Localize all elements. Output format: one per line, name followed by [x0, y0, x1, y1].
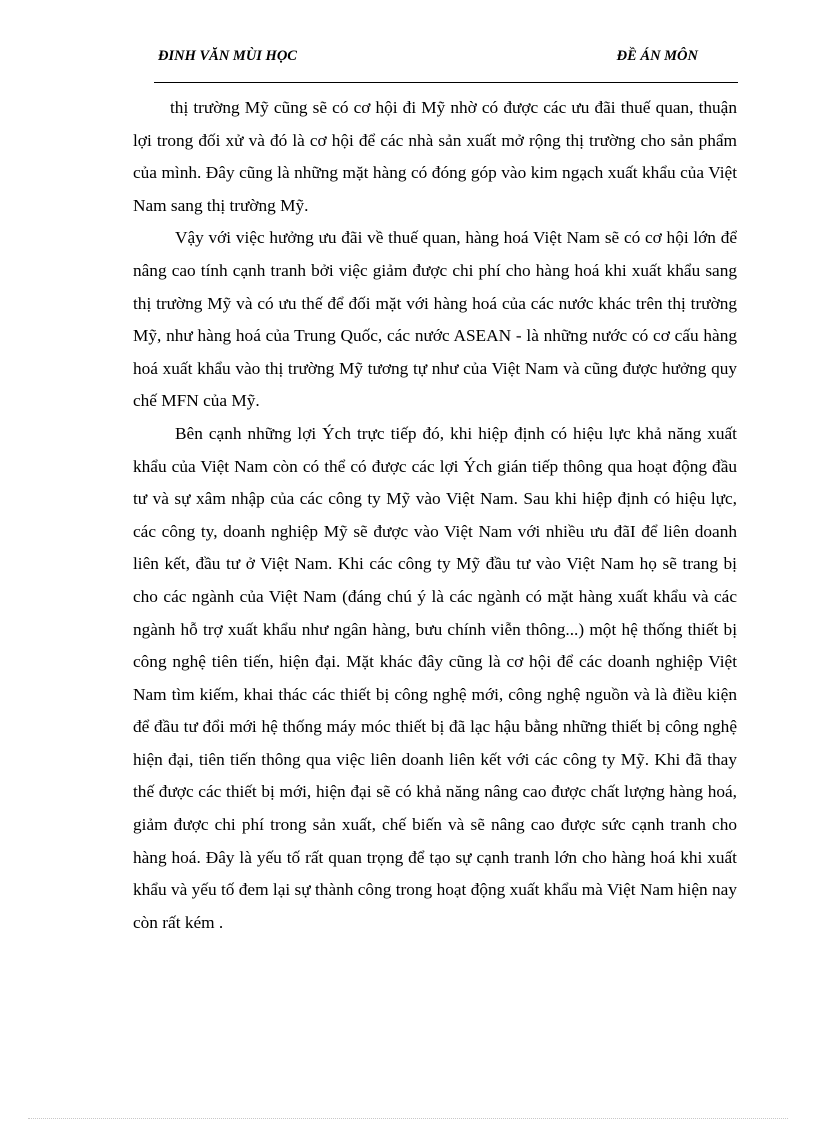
- paragraph-indirect-benefits: Bên cạnh những lợi Ých trực tiếp đó, khi hiệp định có hiệu lực khả năng xuất khẩu của Việt Nam còn có thể có được các lợi Ých gián tiếp thông qua hoạt động đầu tư và sự xâm nhập của các công ty Mỹ vào Việt Nam. Sau khi hiệp định có hiệu lực, các công ty, doanh nghiệp Mỹ sẽ được vào Việt Nam với nhiều ưu đãI để liên doanh liên kết, đầu tư ở Việt Nam. Khi các công ty Mỹ đầu tư vào Việt Nam họ sẽ trang bị cho các ngành của Việt Nam (đáng chú ý là các ngành có mặt hàng xuất khẩu và các ngành hỗ trợ xuất khẩu như ngân hàng, bưu chính viễn thông...) một hệ thống thiết bị công nghệ tiên tiến, hiện đại. Mặt khác đây cũng là cơ hội để các doanh nghiệp Việt Nam tìm kiếm, khai thác các thiết bị công nghệ mới, công nghệ nguồn và là điều kiện để đầu tư đổi mới hệ thống máy móc thiết bị đã lạc hậu bằng những thiết bị công nghệ hiện đại, tiên tiến thông qua việc liên doanh liên kết với các công ty Mỹ. Khi đã thay thế được các thiết bị mới, hiện đại sẽ có khả năng nâng cao được chất lượng hàng hoá, giảm được chi phí trong sản xuất, chế biến và sẽ nâng cao được sức cạnh tranh cho hàng hoá. Đây là yếu tố rất quan trọng để tạo sự cạnh tranh lớn cho hàng hoá khi xuất khẩu và yếu tố đem lại sự thành công trong hoạt động xuất khẩu mà Việt Nam hiện nay còn rất kém .: [133, 423, 737, 932]
- header-author: ĐINH VĂN MÙI HỌC: [158, 48, 297, 64]
- header-title: ĐỀ ÁN MÔN: [616, 48, 698, 64]
- paragraph-tariff-advantage: Vậy với việc hưởng ưu đãi về thuế quan, hàng hoá Việt Nam sẽ có cơ hội lớn để nâng cao tính cạnh tranh bởi việc giảm được chi phí cho hàng hoá khi xuất khẩu sang thị trường Mỹ và có ưu thế để đối mặt với hàng hoá của các nước khác trên thị trường Mỹ, như hàng hoá của Trung Quốc, các nước ASEAN - là những nước có cơ cấu hàng hoá xuất khẩu vào thị trường Mỹ tương tự như của Việt Nam và cũng được hưởng quy chế MFN của Mỹ.: [133, 228, 737, 411]
- paragraph-continuation: thị trường Mỹ cũng sẽ có cơ hội đi Mỹ nhờ có được các ưu đãi thuế quan, thuận lợi trong đối xử và đó là cơ hội để các nhà sản xuất mở rộng thị trường cho sản phẩm của mình. Đây cũng là những mặt hàng có đóng góp vào kim ngạch xuất khẩu của Việt Nam sang thị trường Mỹ.: [133, 98, 737, 215]
- page-footer-divider: [28, 1118, 788, 1119]
- page-header: [154, 48, 738, 83]
- document-body: [133, 92, 737, 939]
